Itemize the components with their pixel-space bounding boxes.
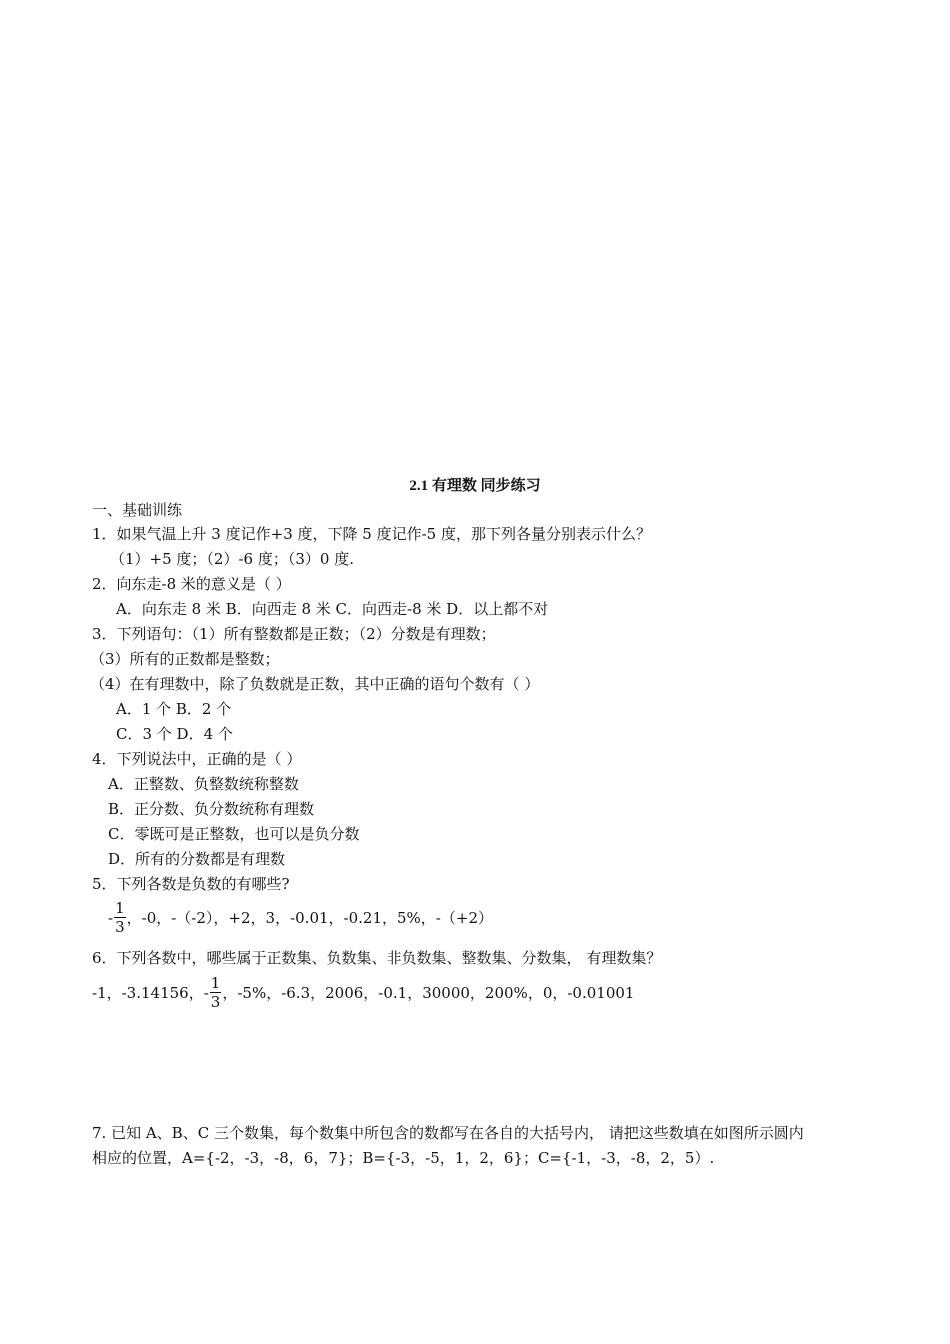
question-1-items: （1）+5 度；（2）-6 度；（3）0 度. (110, 550, 354, 568)
question-4-option-d: D．所有的分数都是有理数 (108, 850, 286, 868)
page-title: 2.1 有理数 同步练习 (409, 478, 541, 494)
question-5-numbers (108, 899, 493, 936)
question-4-option-a: A．正整数、负整数统称整数 (108, 775, 299, 793)
fraction-denominator: 3 (115, 918, 125, 936)
question-3-options-cd: C．3 个 D．4 个 (116, 725, 233, 743)
question-3-stem: 3．下列语句：（1）所有整数都是正数；（2）分数是有理数； (92, 625, 496, 643)
question-7-line-1: 7. 已知 A、B、C 三个数集，每个数集中所包含的数都写在各自的大括号内， 请把这些数填在如图所示圆内 (92, 1124, 804, 1142)
question-3-options-ab: A．1 个 B．2 个 (116, 700, 232, 718)
fraction-numerator: 1 (115, 899, 125, 917)
question-5-prefix: - (108, 908, 114, 927)
question-2-options: A．向东走 8 米 B．向西走 8 米 C．向西走-8 米 D．以上都不对 (116, 600, 549, 618)
question-6-stem: 6．下列各数中，哪些属于正数集、负数集、非负数集、整数集、分数集， 有理数集？ (92, 949, 662, 967)
fraction-one-third (114, 899, 126, 936)
question-4-option-c: C．零既可是正整数，也可以是负分数 (108, 825, 360, 843)
fraction-denominator: 3 (210, 993, 221, 1011)
question-3-line-3: （4）在有理数中，除了负数就是正数，其中正确的语句个数有（ ） (90, 675, 540, 693)
question-2-stem: 2．向东走-8 米的意义是（ ） (92, 575, 291, 593)
question-1-stem: 1．如果气温上升 3 度记作+3 度，下降 5 度记作-5 度，那下列各量分别表示什么？ (92, 525, 651, 543)
question-5-stem: 5．下列各数是负数的有哪些? (92, 875, 290, 893)
fraction-one-third (210, 974, 222, 1011)
question-6-prefix: -1，-3.14156，- (92, 984, 209, 1002)
fraction-numerator: 1 (210, 974, 221, 992)
question-6-rest: ，-5%，-6.3，2006，-0.1，30000，200%，0，-0.01001 (222, 984, 635, 1002)
question-4-stem: 4．下列说法中，正确的是（ ） (92, 750, 302, 768)
question-6-numbers (92, 974, 634, 1011)
section-heading: 一、基础训练 (92, 501, 183, 519)
question-7-line-2: 相应的位置，A={-2，-3，-8，6，7}；B={-3，-5，1，2，6}；C={-1，-3，-8，2，5）. (92, 1149, 715, 1167)
question-4-option-b: B．正分数、负分数统称有理数 (108, 800, 315, 818)
question-3-line-2: （3）所有的正数都是整数； (90, 650, 280, 668)
question-5-rest: ，-0，-（-2），+2，3，-0.01，-0.21，5%，-（+2） (126, 909, 493, 927)
